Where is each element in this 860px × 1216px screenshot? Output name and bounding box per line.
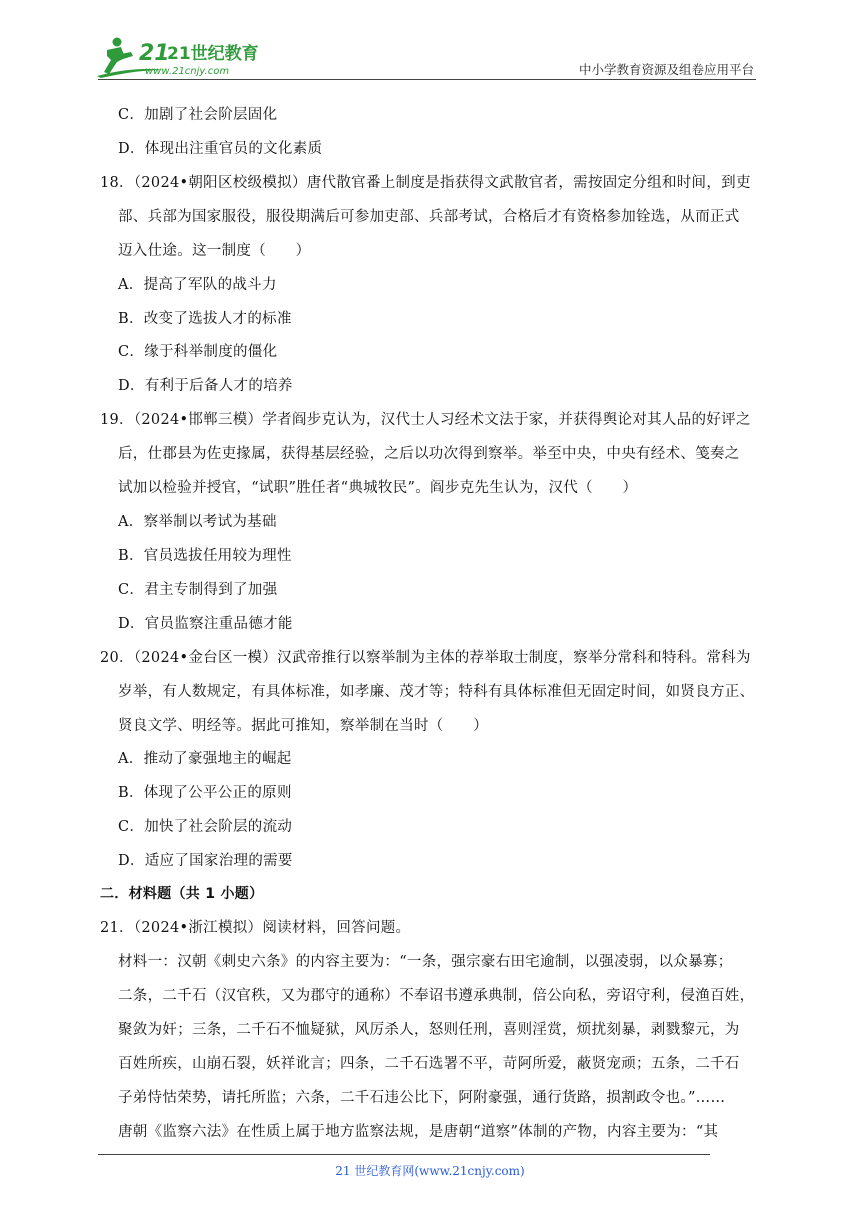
footer-link[interactable]: 21 世纪教育网(www.21cnjy.com) (335, 1164, 525, 1178)
question-20-cont-1: 岁举，有人数规定，有具体标准，如孝廉、茂才等；特科有具体标准但无固定时间，如贤良方正、 (118, 684, 755, 700)
material-1-line-3: 聚敛为奸；三条，二千石不恤疑狱，风厉杀人，怒则任刑，喜则淫赏，烦扰刻暴，剥戮黎元，为 (118, 1022, 740, 1038)
option-b-19: B．官员选拔任用较为理性 (118, 548, 292, 564)
material-1-line-6: 唐朝《监察六法》在性质上属于地方监察法规，是唐朝“道察”体制的产物，内容主要为：“其 (118, 1124, 719, 1140)
question-19-cont-2: 试加以检验并授官，“试职”胜任者“典城牧民”。阎步克先生认为，汉代（ ） (118, 480, 638, 496)
material-1-line-5: 子弟恃怙荣势，请托所监；六条，二千石违公比下，阿附豪强，通行货路，损割政令也。”…… (118, 1090, 726, 1106)
question-18-cont-2: 迈入仕途。这一制度（ ） (118, 243, 311, 259)
logo (95, 36, 265, 80)
svg-text:21世纪教育: 21世纪教育 (167, 44, 259, 64)
material-1-line-2: 二条，二千石（汉官秩，又为郡守的通称）不奉诏书遵承典制，倍公向私，旁诏守利，侵渔百姓， (118, 988, 755, 1004)
option-b-20: B．体现了公平公正的原则 (118, 785, 292, 801)
option-d-20: D．适应了国家治理的需要 (118, 853, 293, 869)
material-1-line-4: 百姓所疾，山崩石裂，妖祥讹言；四条，二千石选署不平，苛阿所爱，蔽贤宠顽；五条，二千石 (118, 1056, 740, 1072)
question-19: 19．（2024•邯郸三模）学者阎步克认为，汉代士人习经术文法于家，并获得舆论对其人品的好评之 (100, 412, 751, 428)
platform-name: 中小学教育资源及组卷应用平台 (578, 62, 754, 77)
question-19-cont-1: 后，仕郡县为佐吏掾属，获得基层经验，之后以功次得到察举。举至中央，中央有经术、笺奏之 (118, 446, 740, 462)
option-d-18: D．有利于后备人才的培养 (118, 378, 293, 394)
option-a-18: A．提高了军队的战斗力 (118, 277, 277, 293)
question-18-cont-1: 部、兵部为国家服役，服役期满后可参加吏部、兵部考试，合格后才有资格参加铨选，从而正式 (118, 209, 740, 225)
footer-rule (98, 1154, 710, 1155)
option-c-20: C．加快了社会阶层的流动 (118, 819, 293, 835)
option-d-19: D．官员监察注重品德才能 (118, 616, 293, 632)
question-20-cont-2: 贤良文学、明经等。据此可推知，察举制在当时（ ） (118, 718, 488, 734)
section-title: 二．材料题（共 1 小题） (100, 886, 264, 902)
option-c-17: C．加剧了社会阶层固化 (118, 107, 278, 123)
question-18: 18．（2024•朝阳区校级模拟）唐代散官番上制度是指获得文武散官者，需按固定分组和时间，到吏 (100, 175, 751, 191)
svg-text:21: 21 (139, 41, 170, 66)
option-d-17: D．体现出注重官员的文化素质 (118, 141, 323, 157)
material-1-line-1: 材料一：汉朝《刺史六条》的内容主要为：“一条，强宗豪右田宅逾制，以强凌弱，以众暴寡； (118, 954, 733, 970)
option-c-19: C．君主专制得到了加强 (118, 582, 278, 598)
page-header (0, 0, 860, 90)
question-21: 21．（2024•浙江模拟）阅读材料，回答问题。 (100, 920, 411, 936)
question-20: 20．（2024•金台区一模）汉武帝推行以察举制为主体的荐举取士制度，察举分常科和特科。常科为 (100, 650, 751, 666)
svg-text:www.21cnjy.com: www.21cnjy.com (145, 66, 230, 77)
option-c-18: C．缘于科举制度的僵化 (118, 344, 278, 360)
option-a-19: A．察举制以考试为基础 (118, 514, 277, 530)
header-rule (98, 79, 756, 80)
option-b-18: B．改变了选拔人才的标准 (118, 311, 292, 327)
option-a-20: A．推动了豪强地主的崛起 (118, 751, 292, 767)
